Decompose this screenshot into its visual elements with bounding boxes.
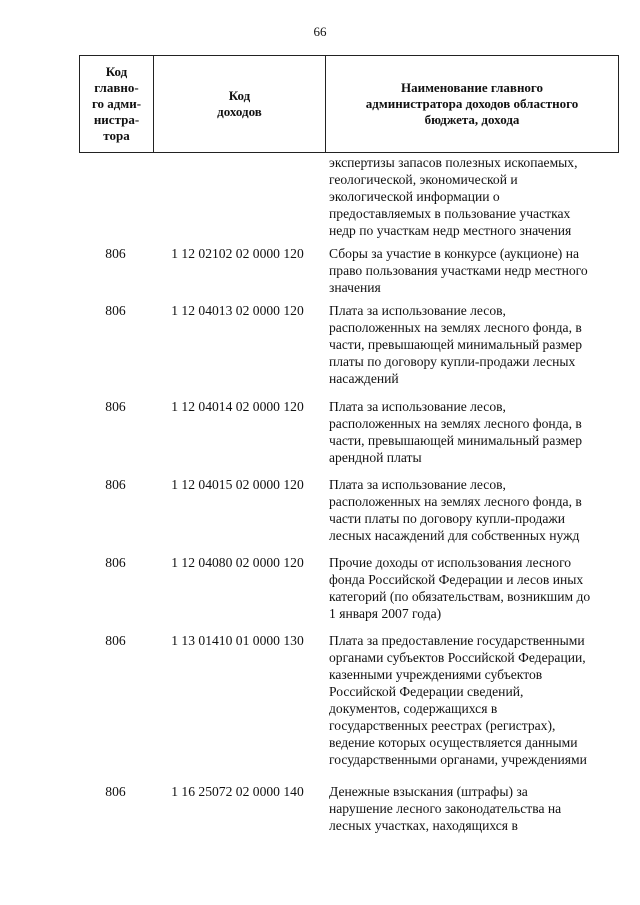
name-cell: Сборы за участие в конкурсе (аукционе) на право пользования участками недр местного значения — [329, 246, 588, 295]
admin-cell: 806 — [105, 399, 126, 414]
code-cell — [152, 153, 323, 245]
code-cell: 1 12 04013 02 0000 120 — [171, 303, 304, 318]
code-cell: 1 16 25072 02 0000 140 — [171, 784, 304, 799]
table-row — [79, 302, 619, 398]
name-cell: Плата за предоставление государственными органами субъектов Российской Федерации, казенными учреждениями субъектов Российской Федерации сведений, документов, содержащихся в государственных реестрах (регистрах), ведение которых осуществляется данными государственными органами, учреждениями — [329, 633, 587, 767]
code-cell: 1 12 04080 02 0000 120 — [171, 555, 304, 570]
name-cell: Плата за использование лесов, расположенных на землях лесного фонда, в части, превышающей минимальный размер арендной платы — [329, 399, 582, 465]
code-cell: 1 12 02102 02 0000 120 — [171, 246, 304, 261]
table-row — [79, 398, 619, 476]
code-cell: 1 12 04015 02 0000 120 — [171, 477, 304, 492]
page-number: 66 — [313, 24, 327, 39]
name-cell: экспертизы запасов полезных ископаемых, геологической, экономической и экологической информации о предоставляемых в пользование участках недр по участкам недр местного значения — [329, 155, 578, 238]
admin-cell: 806 — [105, 477, 126, 492]
table-row — [79, 783, 619, 843]
header-admin-code: Код главно- го адми- нистра- тора — [80, 56, 154, 152]
name-cell: Денежные взыскания (штрафы) за нарушение лесного законодательства на лесных участках, находящихся в — [329, 784, 562, 833]
admin-cell: 806 — [105, 633, 126, 648]
table-row — [79, 632, 619, 783]
table-row-continuation — [79, 153, 619, 245]
code-cell: 1 12 04014 02 0000 120 — [171, 399, 304, 414]
name-cell: Плата за использование лесов, расположенных на землях лесного фонда, в части, превышающей минимальный размер платы по договору купли-продажи лесных насаждений — [329, 303, 582, 386]
revenue-codes-table — [79, 55, 619, 843]
admin-cell — [79, 153, 152, 245]
code-cell: 1 13 01410 01 0000 130 — [171, 633, 304, 648]
admin-cell: 806 — [105, 246, 126, 261]
table-row — [79, 554, 619, 632]
name-cell: Плата за использование лесов, расположенных на землях лесного фонда, в части платы по договору купли-продажи лесных насаждений для собственных нужд — [329, 477, 582, 543]
table-row — [79, 245, 619, 302]
table-header — [79, 55, 619, 153]
table-row — [79, 476, 619, 554]
name-cell: Прочие доходы от использования лесного фонда Российской Федерации и лесов иных категорий (по обязательствам, возникшим до 1 января 2007 года) — [329, 555, 591, 621]
header-name: Наименование главного администратора доходов областного бюджета, дохода — [365, 80, 579, 127]
admin-cell: 806 — [105, 303, 126, 318]
header-income-code: Код доходов — [154, 56, 326, 152]
admin-cell: 806 — [105, 784, 126, 799]
admin-cell: 806 — [105, 555, 126, 570]
